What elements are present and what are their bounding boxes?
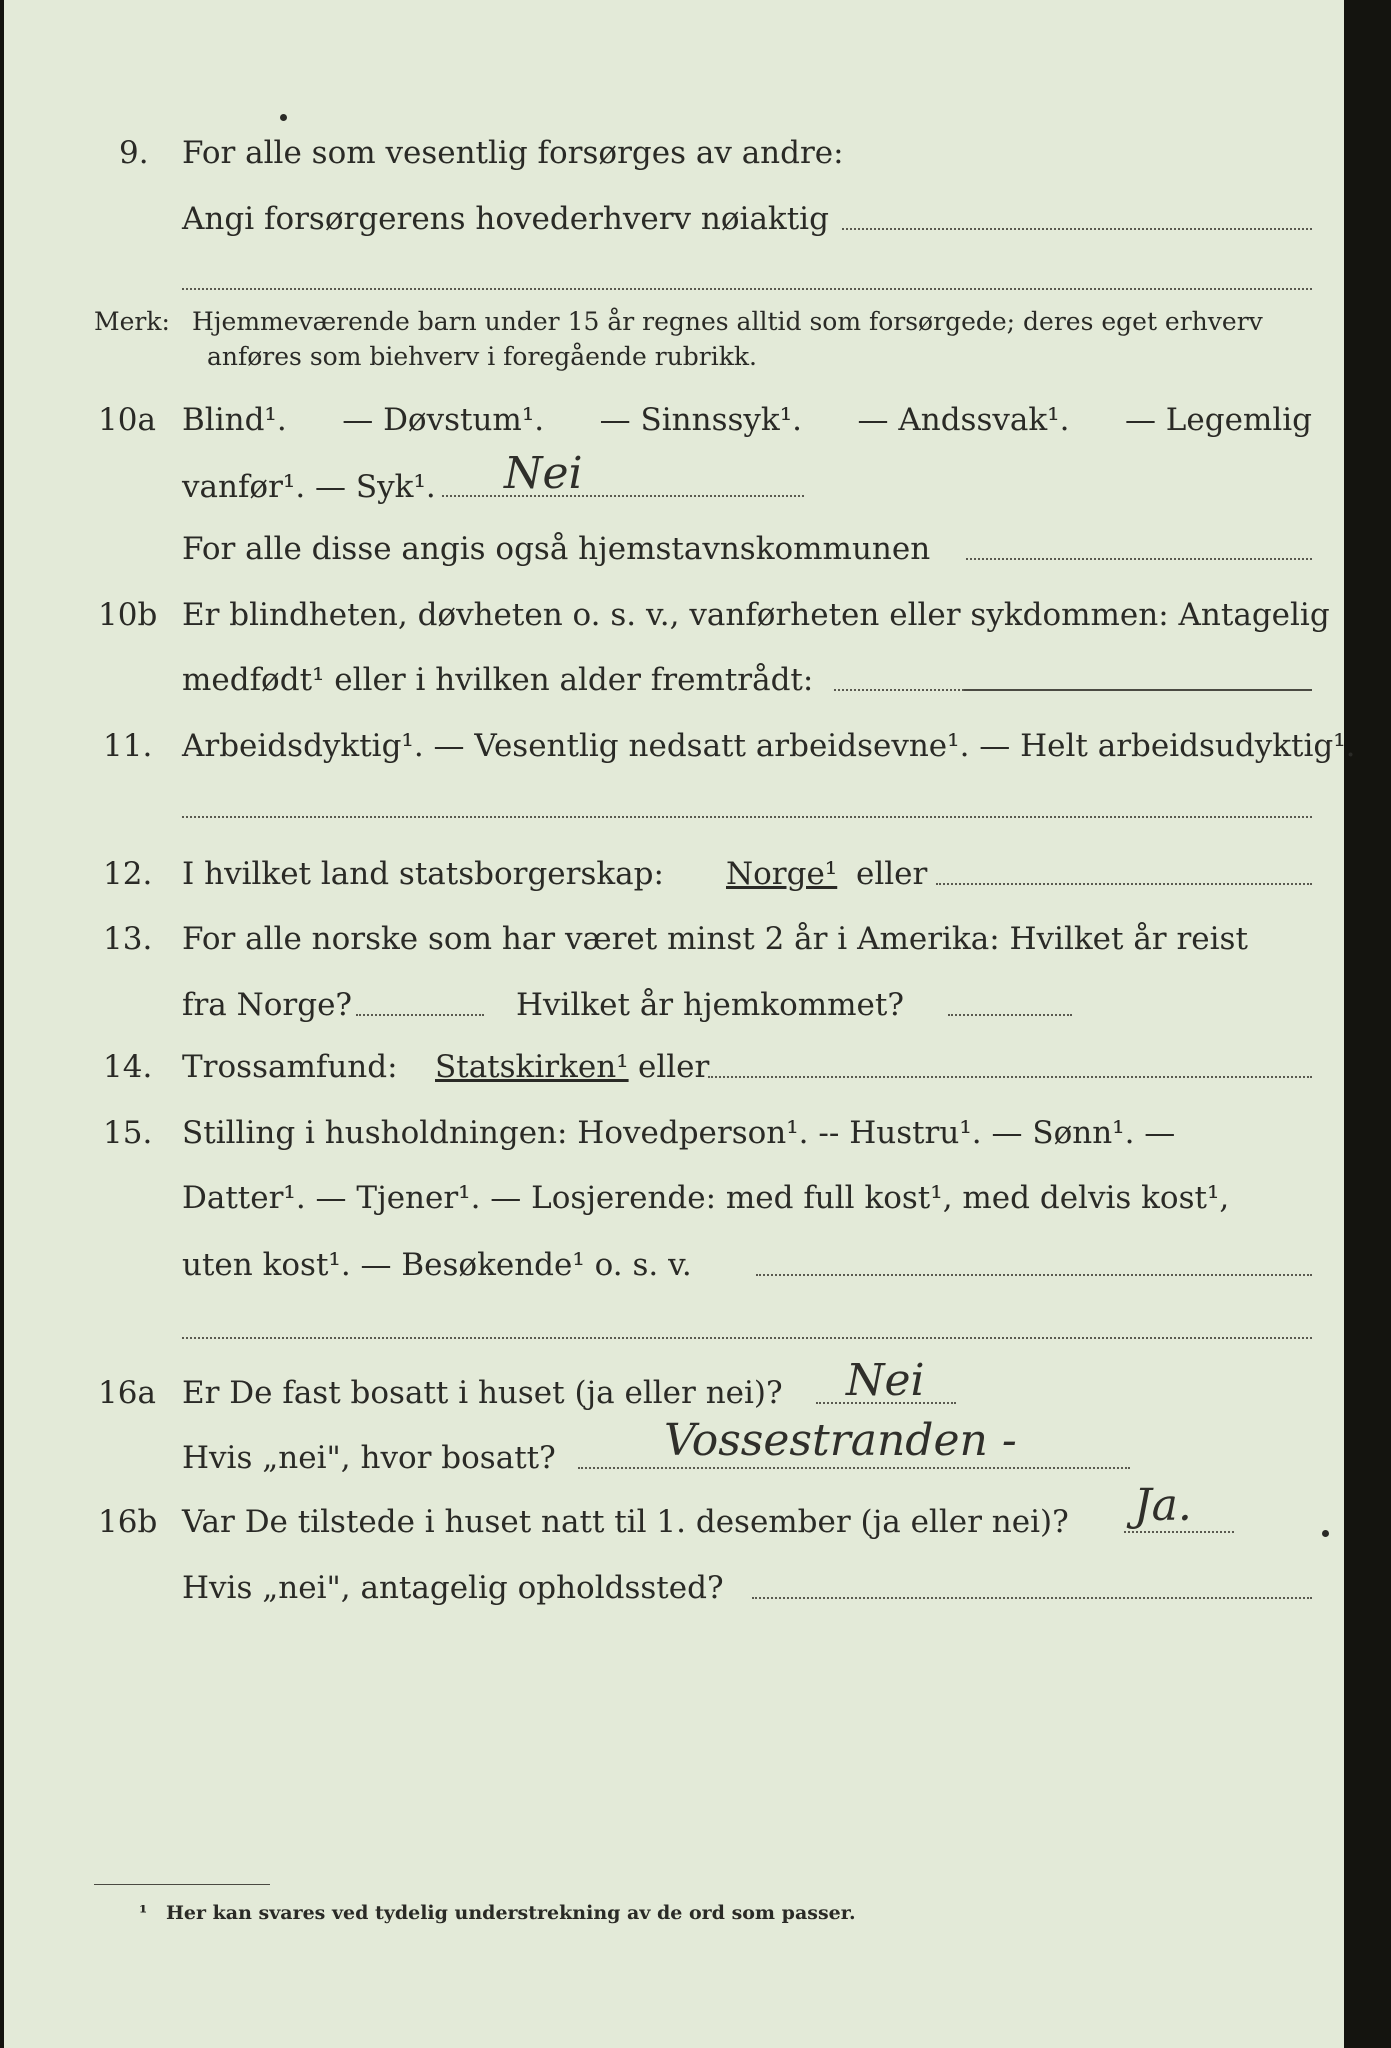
question-13-line-2 [4, 985, 1344, 1025]
question-number: 10a [98, 402, 156, 438]
question-10a-line-2 [4, 467, 1344, 507]
option-blind[interactable]: Blind¹. [182, 402, 287, 438]
question-text: For alle som vesentlig forsørges av andre: [182, 135, 844, 171]
note-text: Hjemmeværende barn under 15 år regnes alltid som forsørgede; deres eget erhverv [192, 307, 1263, 336]
option-legemlig[interactable]: — Legemlig [1124, 402, 1312, 438]
option-norge[interactable]: Norge¹ [726, 856, 838, 892]
answer-line[interactable] [966, 558, 1312, 560]
question-text: Datter¹. — Tjener¹. — Losjerende: med full kost¹, med delvis kost¹, [182, 1180, 1230, 1216]
answer-line[interactable] [578, 1467, 1130, 1469]
question-text: vanfør¹. — Syk¹. [182, 469, 436, 505]
question-number: 15. [103, 1115, 153, 1151]
question-text: Trossamfund: [182, 1049, 398, 1085]
answer-line[interactable] [752, 1597, 1312, 1599]
answer-line[interactable] [842, 228, 1312, 230]
question-text: Er blindheten, døvheten o. s. v., vanførheten eller sykdommen: Antagelig [182, 597, 1330, 633]
question-number: 13. [103, 921, 153, 957]
question-number: 10b [98, 597, 158, 633]
footnote-text: Her kan svares ved tydelig understrekning av de ord som passer. [165, 1902, 856, 1924]
note-line-1 [94, 302, 1263, 342]
footnote [139, 1902, 856, 1924]
census-form-page [4, 0, 1356, 2048]
question-15-line-2 [4, 1178, 1344, 1218]
note-text: anføres som biehverv i foregående rubrikk. [207, 342, 757, 371]
ink-mark [280, 114, 287, 121]
question-number: 12. [103, 856, 153, 892]
question-text: eller [638, 1049, 710, 1085]
handwritten-answer: Nei [846, 1355, 925, 1406]
answer-line[interactable] [708, 1076, 1312, 1078]
question-text: Var De tilstede i huset natt til 1. desember (ja eller nei)? [182, 1504, 1069, 1540]
question-9-line-2 [4, 199, 1344, 239]
question-11-line-1 [4, 726, 1356, 766]
answer-line[interactable] [1124, 1531, 1234, 1533]
handwritten-answer: Nei [504, 448, 583, 499]
question-text: For alle norske som har været minst 2 år i Amerika: Hvilket år reist [182, 921, 1248, 957]
question-number: 9. [119, 135, 149, 171]
ink-mark [1322, 1530, 1329, 1537]
question-14-line-1 [4, 1047, 1344, 1087]
option-sinnssyk[interactable]: — Sinnssyk¹. [599, 402, 802, 438]
question-number: 16a [98, 1375, 156, 1411]
answer-line[interactable] [834, 689, 964, 691]
answer-line[interactable] [356, 1014, 484, 1016]
footnote-divider [94, 1884, 270, 1885]
answer-line[interactable] [442, 495, 804, 497]
question-text: I hvilket land statsborgerskap: [182, 856, 664, 892]
answer-line[interactable] [182, 1337, 1312, 1339]
question-16a-line-1 [4, 1373, 1344, 1413]
question-text: Er De fast bosatt i huset (ja eller nei)? [182, 1375, 783, 1411]
answer-line[interactable] [936, 883, 1312, 885]
footnote-mark: ¹ [139, 1902, 148, 1924]
question-text: Stilling i husholdningen: Hovedperson¹. -- Hustru¹. — Sønn¹. — [182, 1115, 1176, 1151]
handwritten-answer: Ja. [1134, 1480, 1192, 1531]
answer-line[interactable] [182, 288, 1312, 290]
option-statskirken[interactable]: Statskirken¹ [435, 1049, 629, 1085]
question-number: 16b [98, 1504, 158, 1540]
question-13-line-1 [4, 919, 1344, 959]
question-number: 11. [103, 728, 153, 764]
question-10a-line-1 [4, 400, 1344, 440]
option-andssvak[interactable]: — Andssvak¹. [857, 402, 1070, 438]
question-9-line-1 [4, 133, 1344, 173]
answer-line[interactable] [182, 816, 1312, 818]
question-text: For alle disse angis også hjemstavnskommunen [182, 531, 931, 567]
question-text: Hvis „nei", hvor bosatt? [182, 1440, 556, 1476]
question-10b-line-1 [4, 595, 1344, 635]
note-label: Merk: [94, 307, 170, 336]
question-text: fra Norge? [182, 987, 353, 1023]
question-text: medfødt¹ eller i hvilken alder fremtrådt: [182, 662, 814, 698]
question-16b-line-2 [4, 1568, 1344, 1608]
question-text: Hvilket år hjemkommet? [516, 987, 904, 1023]
answer-line[interactable] [756, 1274, 1312, 1276]
question-15-line-3 [4, 1245, 1344, 1285]
handwritten-answer: Vossestranden - [664, 1415, 1017, 1466]
answer-line[interactable] [948, 1014, 1072, 1016]
question-text: Arbeidsdyktig¹. — Vesentlig nedsatt arbeidsevne¹. — Helt arbeidsudyktig¹. [182, 728, 1356, 764]
question-12-line-1 [4, 854, 1344, 894]
question-number: 14. [103, 1049, 153, 1085]
option-dovstum[interactable]: — Døvstum¹. [342, 402, 545, 438]
question-text: eller [856, 856, 928, 892]
question-10b-line-2 [4, 660, 1344, 700]
answer-line[interactable] [964, 689, 1312, 691]
question-text: Angi forsørgerens hovederhverv nøiaktig [182, 201, 829, 237]
question-text: uten kost¹. — Besøkende¹ o. s. v. [182, 1247, 692, 1283]
question-options [182, 400, 1312, 440]
question-15-line-1 [4, 1113, 1344, 1153]
question-10a-line-3 [4, 529, 1344, 569]
question-text: Hvis „nei", antagelig opholdssted? [182, 1570, 724, 1606]
